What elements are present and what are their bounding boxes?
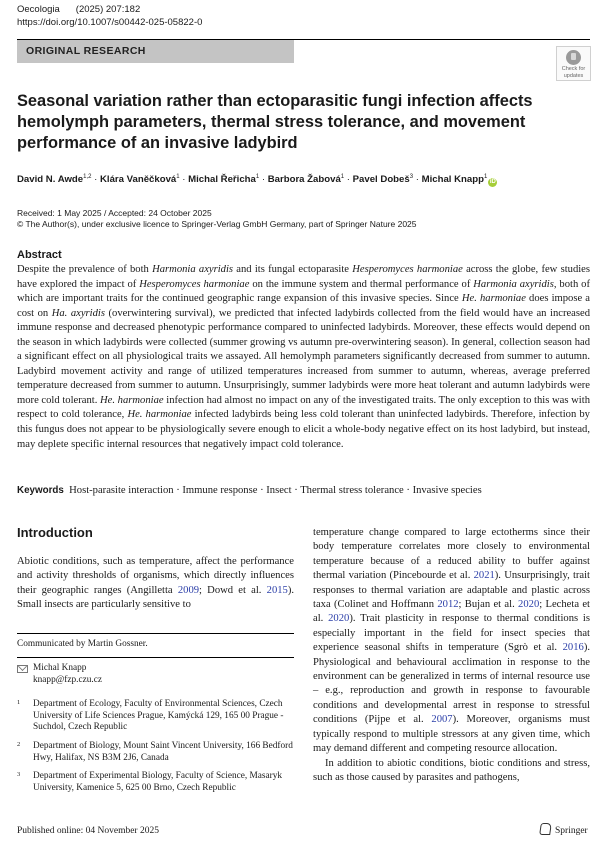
author-affiliation: 1 — [176, 174, 180, 180]
text-run: (overwintering survival), we predicted that infected ladybirds collected from the field would have an increased immune response and decreased phenotypic performance compared to uninfected ladybirds. Moreover, these effects would depend on the season in which ladybirds were collected (summer growing vs autumn pre-overwintering season). In general, collection season had a significant effect on all physiological traits we assayed. All hemolymph parameters significantly decreased from summer to autumn. Ladybird movement activity and range of utilized temperatures increased from summer to autumn, whereas, average preferred temperature decreased from summer to autumn. Unsurprisingly, summer ladybirds were more heat tolerant and autumn ladybirds were more cold tolerant. — [17, 307, 590, 406]
author-separator: · — [413, 174, 422, 185]
text-run: and its fungal ectoparasite — [233, 264, 353, 275]
citation-link[interactable]: 2015 — [266, 584, 288, 596]
check-for-updates-badge[interactable] — [556, 46, 591, 81]
keyword-separator: · — [291, 485, 301, 496]
text-run: ). Small insects are particularly sensitive to — [17, 584, 295, 611]
citation-link[interactable]: 2020 — [328, 613, 350, 625]
author-affiliation: 1 — [483, 174, 488, 180]
introduction-left-column — [17, 555, 294, 613]
text-run: infected ladybirds being less cold tolerant than uninfected ladybirds. Therefore, infection by this fungus does not appear to be physiologically severe enough to elicit a whole-body negative effect on its host ladybird, but instead, may deplete specific internal resources that negatively impact cold tolerance. — [17, 409, 590, 450]
species-name: Harmonia axyridis — [473, 278, 554, 290]
citation: (2025) 207:182 — [75, 4, 141, 15]
citation-link[interactable]: 2012 — [437, 599, 459, 611]
affiliation-3 — [17, 771, 294, 794]
keywords-list — [69, 485, 482, 496]
introduction-right-column — [313, 526, 590, 785]
article-type: ORIGINAL RESEARCH — [26, 45, 146, 57]
keywords — [17, 484, 590, 498]
text-run: infection had almost no impact on any of the investigated traits. The only exception to this was with respect to cold tolerance, — [17, 394, 590, 421]
affiliation-text: Department of Ecology, Faculty of Environmental Sciences, Czech University of Life Sciences Prague, Kamýcká 129, 165 00 Prague - Suchdol, Czech Republic — [33, 699, 284, 733]
article-type-bar — [17, 40, 294, 63]
affiliation-1 — [17, 699, 294, 734]
affiliation-text: Department of Experimental Biology, Faculty of Science, Masaryk University, Kamenice 5, 625 00 Brno, Czech Republic — [33, 771, 283, 793]
citation-link[interactable]: 2009 — [177, 584, 200, 596]
introduction-paragraph-1-continued — [313, 526, 590, 757]
text-run: ). Trait plasticity in response to thermal conditions is especially important in the field for insect species that experience seasonal shifts in temperature (Sgrò et al. — [313, 613, 590, 654]
corresponding-author — [17, 663, 294, 686]
keyword: Invasive species — [412, 485, 482, 496]
species-name: Ha. axyridis — [51, 307, 105, 319]
check-for-updates-line1: Check for — [561, 66, 586, 72]
communicated-by: Communicated by Martin Gossner. — [17, 639, 148, 649]
check-for-updates-line2: updates — [563, 73, 584, 79]
journal-name: Oecologia — [17, 4, 60, 15]
citation-link[interactable]: 2007 — [431, 714, 453, 726]
author-name[interactable]: Barbora Žabová — [267, 174, 341, 185]
text-run: ). Unsurprisingly, trait responses to thermal variation are adaptable and plastic across taxa (Colinet and Hoffmann — [313, 570, 591, 611]
keyword: Thermal stress tolerance — [300, 485, 404, 496]
affiliation-number: 2 — [17, 741, 21, 748]
author-affiliation: 1,2 — [83, 174, 92, 180]
keyword-separator: · — [173, 485, 183, 496]
keywords-label: Keywords — [17, 485, 64, 496]
text-run: ; Bujan et al. — [458, 599, 519, 611]
envelope-icon — [17, 665, 28, 673]
species-name: Hesperomyces harmoniae — [352, 264, 463, 275]
text-run: across the globe, few studies have explored the impact of — [17, 264, 591, 290]
corresponding-name: Michal Knapp — [33, 663, 87, 673]
footnote-rule-bottom — [17, 657, 294, 658]
author-name[interactable]: David N. Awde — [17, 174, 84, 185]
author-list — [17, 174, 597, 187]
doi-link[interactable]: https://doi.org/10.1007/s00442-025-05822-0 — [17, 17, 203, 28]
author-separator: · — [259, 174, 268, 185]
abstract-text — [17, 263, 590, 452]
corresponding-email[interactable]: knapp@fzp.czu.cz — [33, 674, 102, 685]
author-name[interactable]: Michal Knapp — [421, 174, 484, 185]
published-online: Published online: 04 November 2025 — [17, 826, 159, 836]
springer-logo — [540, 823, 588, 836]
author-affiliation: 1 — [255, 174, 260, 180]
introduction-heading: Introduction — [17, 525, 93, 540]
footnote-rule-top — [17, 633, 294, 634]
text-run: ). Physiological and behavioural acclimation in response to the environment can be generalized in terms of internal resource use – e.g., reproduction and growth in response to favourable conditions and developmental arrest in response to stressful conditions (Pijpe et al. — [313, 642, 590, 726]
species-name: He. harmoniae — [461, 293, 526, 305]
springer-horse-icon — [539, 823, 552, 835]
keyword-separator: · — [403, 485, 413, 496]
citation-link[interactable]: 2020 — [518, 599, 540, 611]
journal-citation — [17, 4, 140, 16]
text-run: ; Lecheta et al. — [313, 599, 591, 625]
check-for-updates-icon — [566, 50, 581, 65]
text-run: ). Moreover, organisms must typically respond to multiple stressors at any given time, which may demand different and competing resource allocation. — [313, 714, 590, 755]
text-run: , both of which are important traits for the continued geographic range expansion of this invasive species. Since — [17, 278, 590, 305]
affiliation-2 — [17, 741, 294, 764]
species-name: He. harmoniae — [127, 409, 192, 421]
affiliation-text: Department of Biology, Mount Saint Vincent University, 166 Bedford Hwy, Halifax, NS B3M 2J6, Canada — [33, 741, 293, 763]
author-separator: · — [179, 174, 189, 185]
keyword: Host-parasite interaction — [69, 485, 174, 496]
introduction-paragraph-2: In addition to abiotic conditions, biotic conditions and stress, such as those caused by parasites and pathogens, — [313, 757, 590, 783]
text-run: on the immune system and thermal performance of — [249, 278, 474, 290]
keyword: Immune response — [182, 485, 258, 496]
abstract-heading: Abstract — [17, 249, 62, 261]
author-affiliation: 1 — [340, 174, 345, 180]
text-run: Despite the prevalence of both — [17, 264, 153, 275]
author-name[interactable]: Klára Vaněčková — [99, 174, 177, 185]
author-name[interactable]: Michal Řeřicha — [188, 174, 256, 185]
orcid-icon[interactable]: iD — [489, 179, 496, 185]
keyword-separator: · — [257, 485, 267, 496]
author-separator: · — [91, 174, 100, 185]
species-name: Hesperomyces harmoniae — [139, 278, 250, 290]
copyright-notice: © The Author(s), under exclusive licence to Springer-Verlag GmbH Germany, part of Springer Nature 2025 — [17, 219, 417, 229]
text-run: temperature change compared to large ectotherms since their body temperature correlates more closely to environmental temperature because of a reduced ability to buffer against thermal variation (Pincebourde et al. — [313, 527, 590, 582]
text-run: does impose a cost on — [17, 293, 590, 319]
received-accepted-dates: Received: 1 May 2025 / Accepted: 24 October 2025 — [17, 208, 212, 218]
species-name: He. harmoniae — [100, 394, 164, 406]
keyword: Insect — [266, 485, 292, 496]
citation-link[interactable]: 2021 — [473, 570, 495, 582]
text-run: ; Dowd et al. — [199, 584, 267, 596]
affiliation-number: 1 — [17, 699, 21, 706]
species-name: Harmonia axyridis — [152, 264, 234, 275]
article-title: Seasonal variation rather than ectoparasitic fungi infection affects hemolymph parameters, thermal stress tolerance, and movement performance of an invasive ladybird — [17, 92, 533, 152]
text-run: Abiotic conditions, such as temperature, affect the performance and activity thresholds of organisms, which directly influences their geographic ranges (Angilletta — [17, 556, 294, 596]
author-name[interactable]: Pavel Dobeš — [352, 174, 410, 185]
citation-link[interactable]: 2016 — [562, 642, 584, 654]
affiliation-number: 3 — [17, 771, 21, 778]
publisher-name: Springer — [555, 826, 588, 836]
author-affiliation: 3 — [409, 174, 414, 180]
author-separator: · — [344, 174, 353, 185]
